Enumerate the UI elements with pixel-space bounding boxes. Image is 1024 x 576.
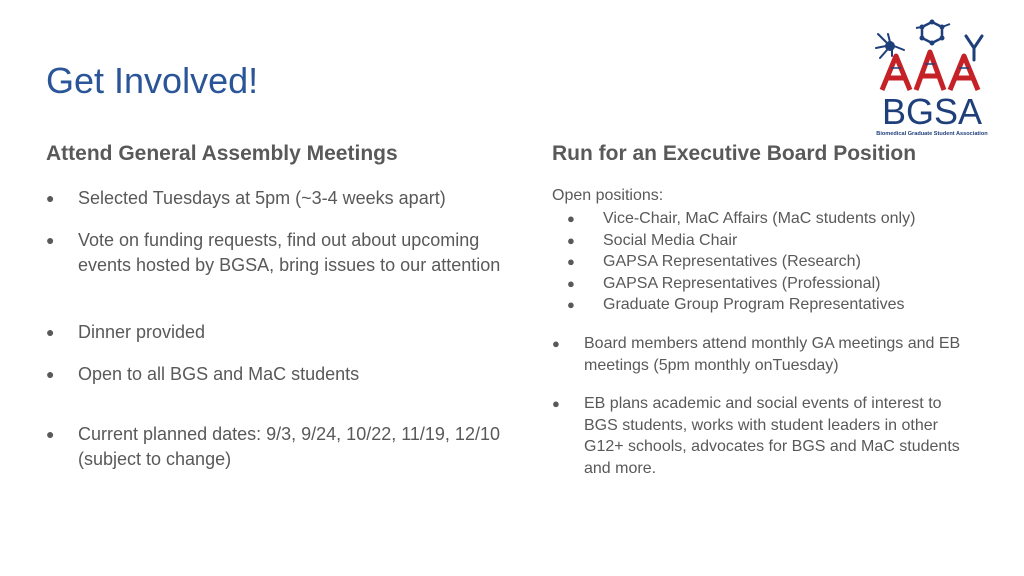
list-item [552,208,915,230]
list-item-text: Current planned dates: 9/3, 9/24, 10/22, 11/19, 12/10 (subject to change) [78,424,500,469]
executive-board-heading: Run for an Executive Board Position [552,142,917,165]
list-item-text: Selected Tuesdays at 5pm (~3-4 weeks apart) [78,188,446,208]
bullet-icon: ● [567,211,575,226]
list-item-text: Vote on funding requests, find out about upcoming events hosted by BGSA, bring issues to our attention [78,230,501,275]
executive-board-list [552,333,977,479]
list-item-text: Dinner provided [78,322,206,342]
bullet-icon: ● [567,254,575,269]
logo-text: BGSA [881,91,983,132]
list-item-text: Board members attend monthly GA meetings and EB meetings (5pm monthly onTuesday) [584,335,961,374]
bullet-icon: ● [46,426,55,442]
bullet-icon: ● [567,232,575,248]
general-assembly-list [46,186,516,472]
position-text: GAPSA Representatives (Professional) [603,274,881,292]
page-title: Get Involved! [46,60,259,101]
list-item [552,393,977,479]
list-item-text: EB plans academic and social events of interest to BGS students, works with student leaders in other G12+ schools, advocates for BGS and MaC students and more. [584,395,960,477]
bgsa-logo [872,16,992,138]
list-item [552,230,915,252]
bullet-icon: ● [46,232,55,248]
bullet-icon: ● [552,396,560,411]
position-text: Graduate Group Program Representatives [603,296,905,313]
list-item [552,294,915,316]
list-item [46,422,516,472]
list-item [552,273,915,295]
bullet-icon: ● [46,190,55,206]
general-assembly-heading: Attend General Assembly Meetings [46,142,398,165]
position-text: Vice-Chair, MaC Affairs (MaC students only) [603,210,916,227]
bullet-icon: ● [567,275,575,291]
list-item [46,362,516,422]
bullet-icon: ● [552,336,560,351]
bullet-icon: ● [567,297,575,312]
list-item [46,228,516,320]
list-item [552,251,915,273]
list-item-text: Open to all BGS and MaC students [78,364,360,384]
open-positions-label: Open positions: [552,187,664,204]
bullet-icon: ● [46,324,55,340]
list-item [46,320,516,362]
open-positions-list [552,208,915,316]
list-item [46,186,516,228]
list-item [552,333,977,393]
position-text: GAPSA Representatives (Research) [603,253,861,270]
logo-subtitle: Biomedical Graduate Student Association [876,131,988,137]
bullet-icon: ● [46,366,55,382]
position-text: Social Media Chair [603,231,738,249]
